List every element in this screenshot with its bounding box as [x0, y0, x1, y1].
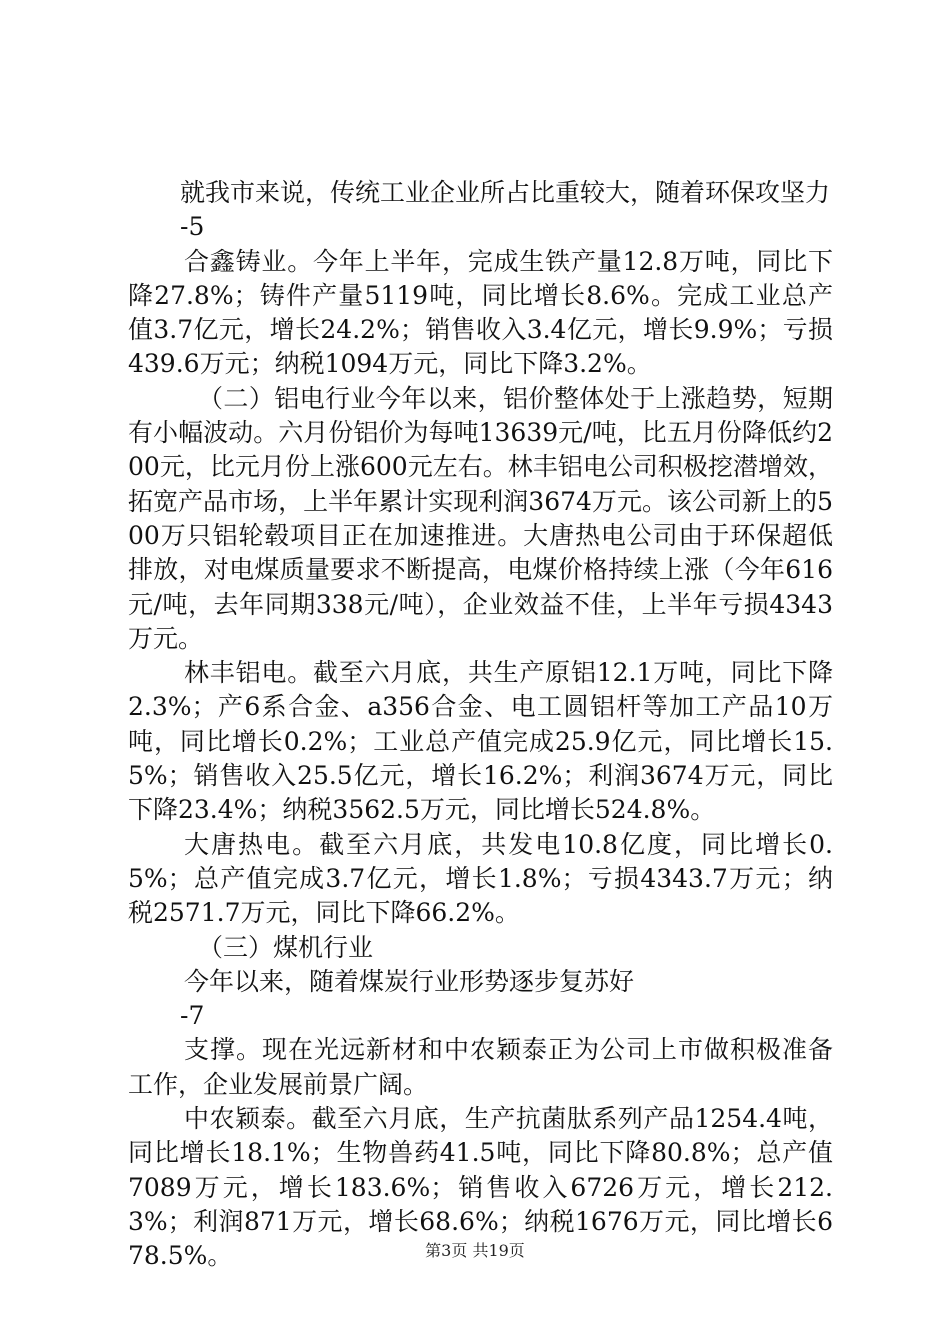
paragraph-support: 支撑。现在光远新材和中农颖泰正为公司上市做积极准备工作，企业发展前景广阔。: [128, 1035, 833, 1099]
paragraph-datang: 大唐热电。截至六月底，共发电10.8亿度，同比增长0.5%；总产值完成3.7亿元，增长1.8%；亏损4343.7万元；纳税2571.7万元，同比下降66.2%。: [128, 829, 833, 928]
document-body: [128, 176, 833, 1274]
page-marker: -7: [180, 1001, 205, 1031]
paragraph-coal-intro: 今年以来，随着煤炭行业形势逐步复苏好: [184, 966, 635, 996]
paragraph-linfeng: 林丰铝电。截至六月底，共生产原铝12.1万吨，同比下降2.3%；产6系合金、a356合金、电工圆铝杆等加工产品10万吨，同比增长0.2%；工业总产值完成25.9亿元，同比增长15.5%；销售收入25.5亿元，增长16.2%；利润3674万元，同比下降23.4%；纳税3562.5万元，同比增长524.8%。: [128, 658, 833, 825]
page-marker: -5: [180, 212, 205, 242]
section-heading-coal-machinery: （三）煤机行业: [198, 932, 374, 962]
paragraph-hexin: 合鑫铸业。今年上半年，完成生铁产量12.8万吨，同比下降27.8%；铸件产量5119吨，同比增长8.6%。完成工业总产值3.7亿元，增长24.2%；销售收入3.4亿元，增长9.9%；亏损439.6万元；纳税1094万元，同比下降3.2%。: [128, 246, 833, 379]
paragraph-intro: 就我市来说，传统工业企业所占比重较大，随着环保攻坚力: [180, 178, 831, 207]
paragraph-zhongnong: 中农颖泰。截至六月底，生产抗菌肽系列产品1254.4吨，同比增长18.1%；生物兽药41.5吨，同比下降80.8%；总产值7089万元，增长183.6%；销售收入6726万元，增长212.3%；利润871万元，增长68.6%；纳税1676万元，同比增长678.5%。: [128, 1104, 833, 1271]
paragraph-aluminum-industry: （二）铝电行业今年以来，铝价整体处于上涨趋势，短期有小幅波动。六月份铝价为每吨13639元/吨，比五月份降低约200元，比元月份上涨600元左右。林丰铝电公司积极挖潜增效，拓宽产品市场，上半年累计实现利润3674万元。该公司新上的500万只铝轮毂项目正在加速推进。大唐热电公司由于环保超低排放，对电煤质量要求不断提高，电煤价格持续上涨（今年616元/吨，去年同期338元/吨），企业效益不佳，上半年亏损4343万元。: [128, 383, 833, 653]
page-footer: 第3页 共19页: [425, 1241, 525, 1260]
